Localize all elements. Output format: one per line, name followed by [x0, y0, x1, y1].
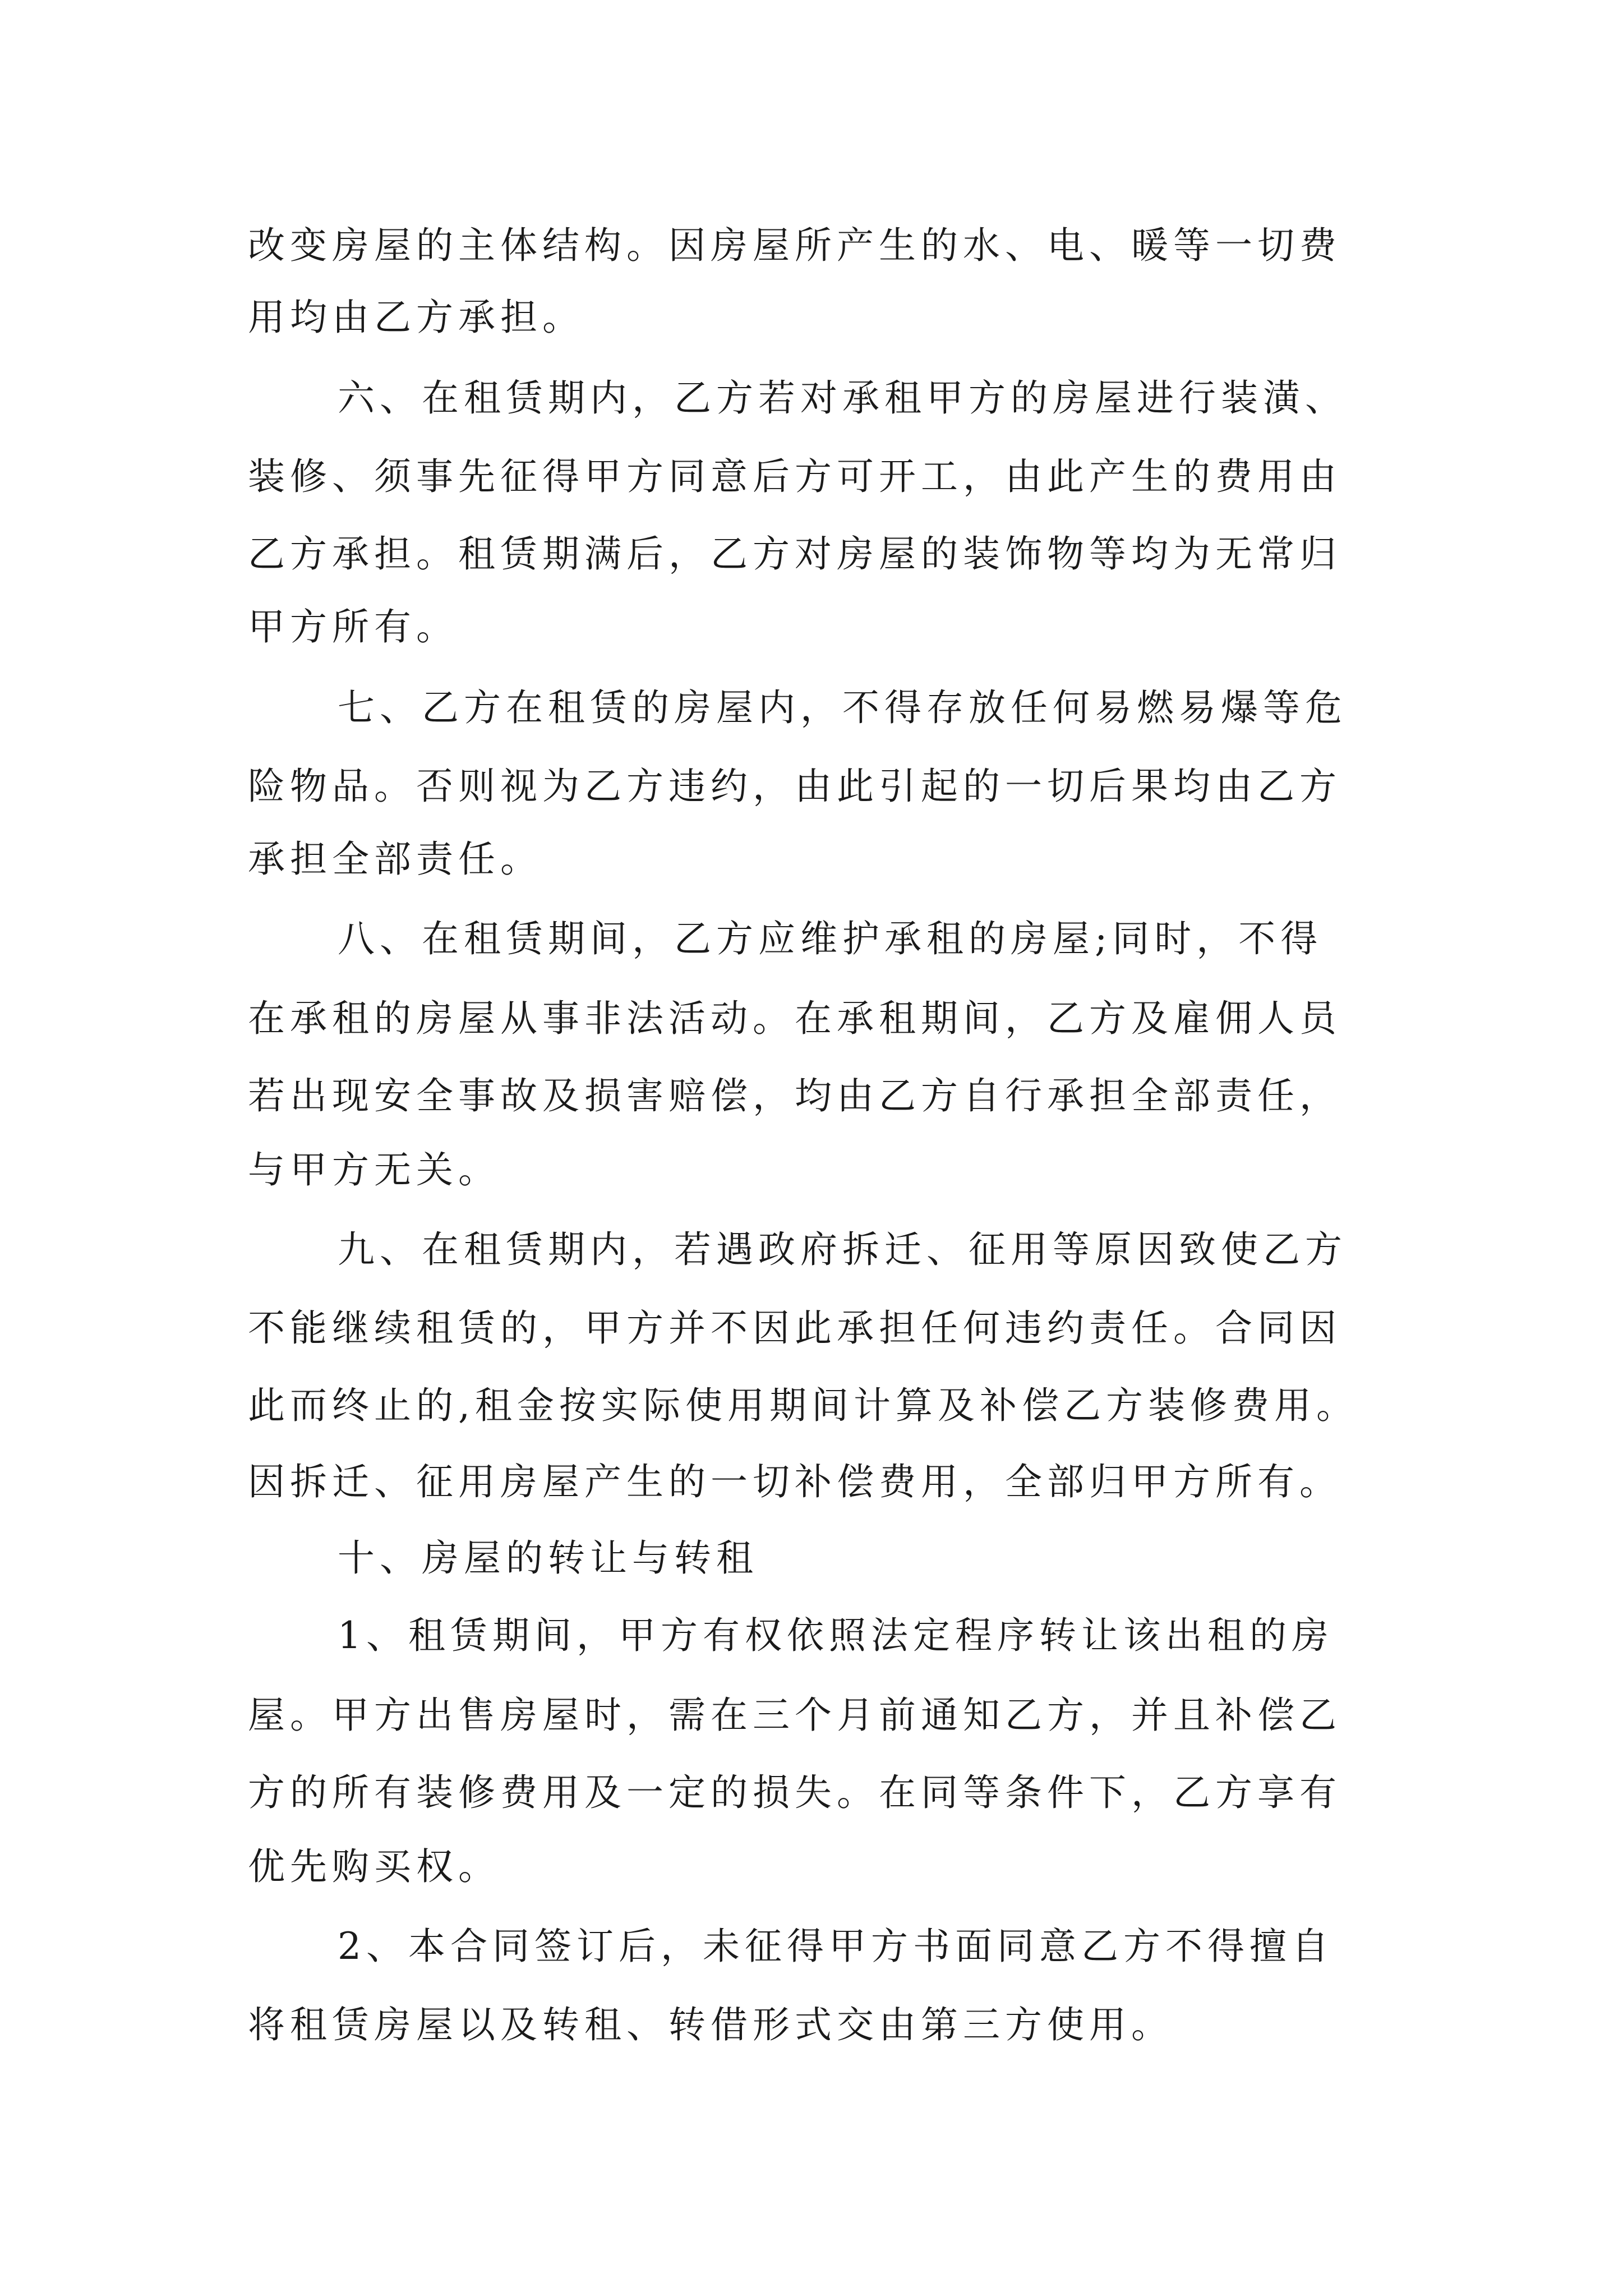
- text-line: 在承租的房屋从事非法活动。在承租期间，乙方及雇佣人员: [248, 997, 1341, 1040]
- text-line: 优先购买权。: [248, 1845, 500, 1888]
- text-line: 七、乙方在租赁的房屋内，不得存放任何易燃易爆等危: [338, 686, 1347, 729]
- text-line: 用均由乙方承担。: [248, 296, 584, 339]
- text-line: 甲方所有。: [248, 605, 458, 648]
- text-line: 与甲方无关。: [248, 1148, 500, 1191]
- text-line: 险物品。否则视为乙方违约，由此引起的一切后果均由乙方: [248, 765, 1341, 808]
- text-line: 此而终止的,租金按实际使用期间计算及补偿乙方装修费用。: [248, 1384, 1358, 1427]
- text-line: 屋。甲方出售房屋时，需在三个月前通知乙方，并且补偿乙: [248, 1694, 1341, 1737]
- text-line: 若出现安全事故及损害赔偿，均由乙方自行承担全部责任，: [248, 1074, 1341, 1117]
- text-line: 1、租赁期间，甲方有权依照法定程序转让该出租的房: [338, 1614, 1334, 1657]
- text-line: 2、本合同签订后，未征得甲方书面同意乙方不得擅自: [338, 1925, 1334, 1968]
- text-line: 八、在租赁期间，乙方应维护承租的房屋;同时，不得: [338, 917, 1323, 960]
- text-line: 不能继续租赁的，甲方并不因此承担任何违约责任。合同因: [248, 1306, 1341, 1350]
- text-line: 十、房屋的转让与转租: [338, 1536, 758, 1580]
- text-line: 六、在租赁期内，乙方若对承租甲方的房屋进行装潢、: [338, 376, 1347, 420]
- text-line: 改变房屋的主体结构。因房屋所产生的水、电、暖等一切费: [248, 224, 1341, 267]
- text-line: 乙方承担。租赁期满后，乙方对房屋的装饰物等均为无常归: [248, 532, 1341, 576]
- text-line: 方的所有装修费用及一定的损失。在同等条件下，乙方享有: [248, 1771, 1341, 1814]
- text-line: 九、在租赁期内，若遇政府拆迁、征用等原因致使乙方: [338, 1228, 1347, 1271]
- text-line: 承担全部责任。: [248, 838, 542, 881]
- text-line: 因拆迁、征用房屋产生的一切补偿费用，全部归甲方所有。: [248, 1460, 1341, 1503]
- text-line: 将租赁房屋以及转租、转借形式交由第三方使用。: [248, 2003, 1173, 2046]
- text-line: 装修、须事先征得甲方同意后方可开工，由此产生的费用由: [248, 455, 1341, 498]
